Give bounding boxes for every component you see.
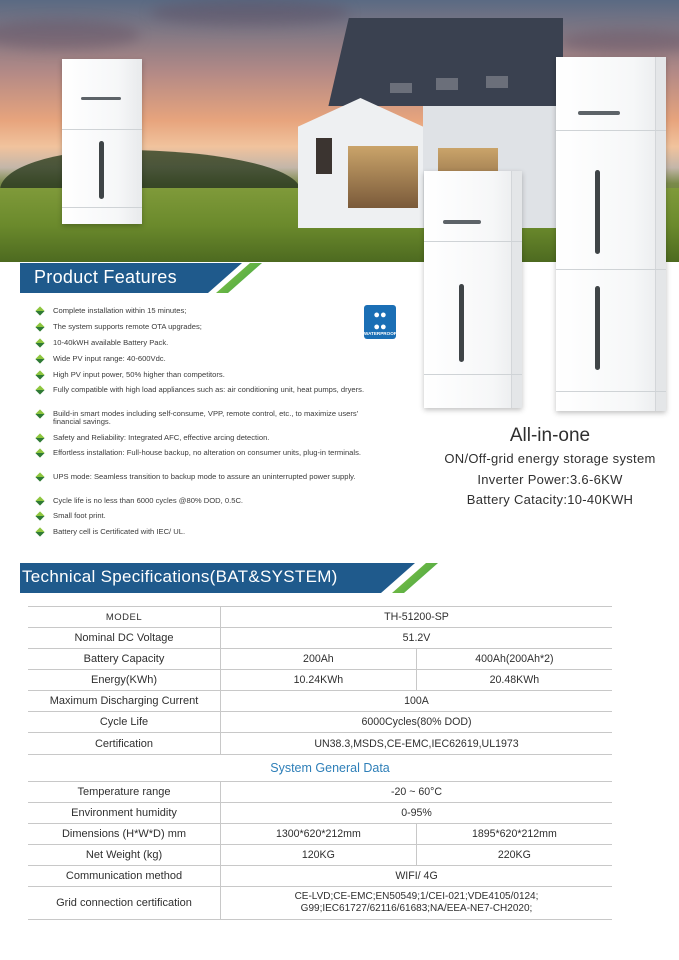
bullet-icon xyxy=(35,511,44,520)
battery-unit-large xyxy=(556,57,666,411)
seam xyxy=(556,269,666,270)
comm-value: WIFI/ 4G xyxy=(221,866,613,887)
feature-list xyxy=(36,307,371,538)
features-header xyxy=(20,263,262,293)
cycle-value: 6000Cycles(80% DOD) xyxy=(221,712,613,733)
list-item: The system supports remote OTA upgrades; xyxy=(36,323,371,339)
energy-a: 10.24KWh xyxy=(221,670,417,691)
bullet-icon xyxy=(35,433,44,442)
seam xyxy=(424,241,522,242)
bullet-icon xyxy=(35,322,44,331)
list-item: Fully compatible with high load appliances such as: air conditioning unit, heat pumps, dryers. xyxy=(36,386,371,410)
display-slot xyxy=(443,220,481,224)
bullet-icon xyxy=(35,472,44,481)
humidity-label: Environment humidity xyxy=(28,803,221,824)
capacity-label: Battery Capacity xyxy=(28,649,221,670)
list-item: Complete installation within 15 minutes; xyxy=(36,307,371,323)
energy-b: 20.48KWh xyxy=(416,670,612,691)
cert-label: Certification xyxy=(28,733,221,755)
specs-header xyxy=(20,563,440,593)
nominal-value: 51.2V xyxy=(221,628,613,649)
grid-value xyxy=(221,887,613,920)
table-row xyxy=(28,782,612,803)
specs-title: Technical Specifications(BAT&SYSTEM) xyxy=(22,567,338,586)
dims-a: 1300*620*212mm xyxy=(221,824,417,845)
features-title: Product Features xyxy=(34,267,177,287)
table-row xyxy=(28,824,612,845)
unit-side-panel xyxy=(511,171,522,408)
table-row xyxy=(28,887,612,920)
seam xyxy=(62,207,142,208)
list-item: Battery cell is Certificated with IEC/ UL. xyxy=(36,528,371,538)
weight-a: 120KG xyxy=(221,845,417,866)
table-subheader xyxy=(28,755,612,782)
waterproof-badge: ●● ●● WATERPROOF xyxy=(364,305,396,339)
discharge-label: Maximum Discharging Current xyxy=(28,691,221,712)
table-row xyxy=(28,649,612,670)
humidity-value: 0-95% xyxy=(221,803,613,824)
system-header: System General Data xyxy=(28,755,612,782)
bullet-icon xyxy=(35,409,44,418)
table-row xyxy=(28,712,612,733)
energy-label: Energy(KWh) xyxy=(28,670,221,691)
handle xyxy=(459,284,464,362)
display-slot xyxy=(81,97,121,100)
skylight xyxy=(486,76,508,88)
unit-side-panel xyxy=(655,57,666,411)
temp-value: -20 ~ 60°C xyxy=(221,782,613,803)
all-in-one-subtitle: ON/Off-grid energy storage system xyxy=(444,451,656,466)
list-item: Build-in smart modes including self-consume, VPP, remote control, etc., to maximize users' financial savings. xyxy=(36,410,371,434)
capacity-b: 400Ah(200Ah*2) xyxy=(416,649,612,670)
bullet-icon xyxy=(35,338,44,347)
table-row xyxy=(28,866,612,887)
skylight xyxy=(436,78,458,90)
bullet-icon xyxy=(35,496,44,505)
handle xyxy=(99,141,104,199)
handle xyxy=(595,170,600,254)
table-row xyxy=(28,691,612,712)
list-item: 10-40kWH available Battery Pack. xyxy=(36,339,371,355)
temp-label: Temperature range xyxy=(28,782,221,803)
bullet-icon xyxy=(35,354,44,363)
list-item: Effortless installation: Full-house backup, no alteration on consumer units, plug-in terminals. xyxy=(36,449,371,473)
seam xyxy=(556,391,666,392)
table-row xyxy=(28,628,612,649)
table-row xyxy=(28,607,612,628)
tree-line xyxy=(0,150,300,190)
table-row xyxy=(28,845,612,866)
cert-value: UN38.3,MSDS,CE-EMC,IEC62619,UL1973 xyxy=(221,733,613,755)
grid-line: G99;IEC61727/62116/61683;NA/EEA-NE7-CH2020; xyxy=(300,903,533,914)
list-item: UPS mode: Seamless transition to backup mode to assure an uninterrupted power supply. xyxy=(36,473,371,497)
weight-label: Net Weight (kg) xyxy=(28,845,221,866)
capacity-a: 200Ah xyxy=(221,649,417,670)
list-item: Wide PV input range: 40-600Vdc. xyxy=(36,355,371,371)
seam xyxy=(556,130,666,131)
bullet-icon xyxy=(35,306,44,315)
discharge-value: 100A xyxy=(221,691,613,712)
table-row xyxy=(28,803,612,824)
list-item: Safety and Reliability: Integrated AFC, effective arcing detection. xyxy=(36,434,371,450)
battery-capacity: Battery Catacity:10-40KWH xyxy=(466,492,634,507)
list-item: Small foot print. xyxy=(36,512,371,528)
battery-unit-small xyxy=(62,59,142,224)
list-item: High PV input power, 50% higher than competitors. xyxy=(36,371,371,387)
handle xyxy=(595,286,600,370)
bullet-icon xyxy=(35,385,44,394)
cloud xyxy=(0,20,140,50)
skylight xyxy=(390,83,412,93)
water-drops-icon: ●● ●● xyxy=(373,309,387,333)
model-value: TH-51200-SP xyxy=(221,607,613,628)
dims-b: 1895*620*212mm xyxy=(416,824,612,845)
window xyxy=(348,146,418,208)
solar-roof xyxy=(308,18,563,106)
display-slot xyxy=(578,111,620,115)
all-in-one-title: All-in-one xyxy=(509,425,591,446)
inverter-power: Inverter Power:3.6-6KW xyxy=(477,472,623,487)
spec-table xyxy=(28,606,612,920)
bullet-icon xyxy=(35,527,44,536)
model-label: MODEL xyxy=(28,607,221,628)
table-row xyxy=(28,670,612,691)
list-item: Cycle life is no less than 6000 cycles @80% DOD, 0.5C. xyxy=(36,497,371,513)
seam xyxy=(424,374,522,375)
battery-unit-medium xyxy=(424,171,522,408)
cycle-label: Cycle Life xyxy=(28,712,221,733)
dims-label: Dimensions (H*W*D) mm xyxy=(28,824,221,845)
grid-label: Grid connection certification xyxy=(28,887,221,920)
bullet-icon xyxy=(35,448,44,457)
table-row xyxy=(28,733,612,755)
nominal-label: Nominal DC Voltage xyxy=(28,628,221,649)
window xyxy=(316,138,332,174)
grid-line: CE-LVD;CE-EMC;EN50549;1/CEI-021;VDE4105/0124; xyxy=(294,891,539,902)
comm-label: Communication method xyxy=(28,866,221,887)
weight-b: 220KG xyxy=(416,845,612,866)
seam xyxy=(62,129,142,130)
bullet-icon xyxy=(35,370,44,379)
